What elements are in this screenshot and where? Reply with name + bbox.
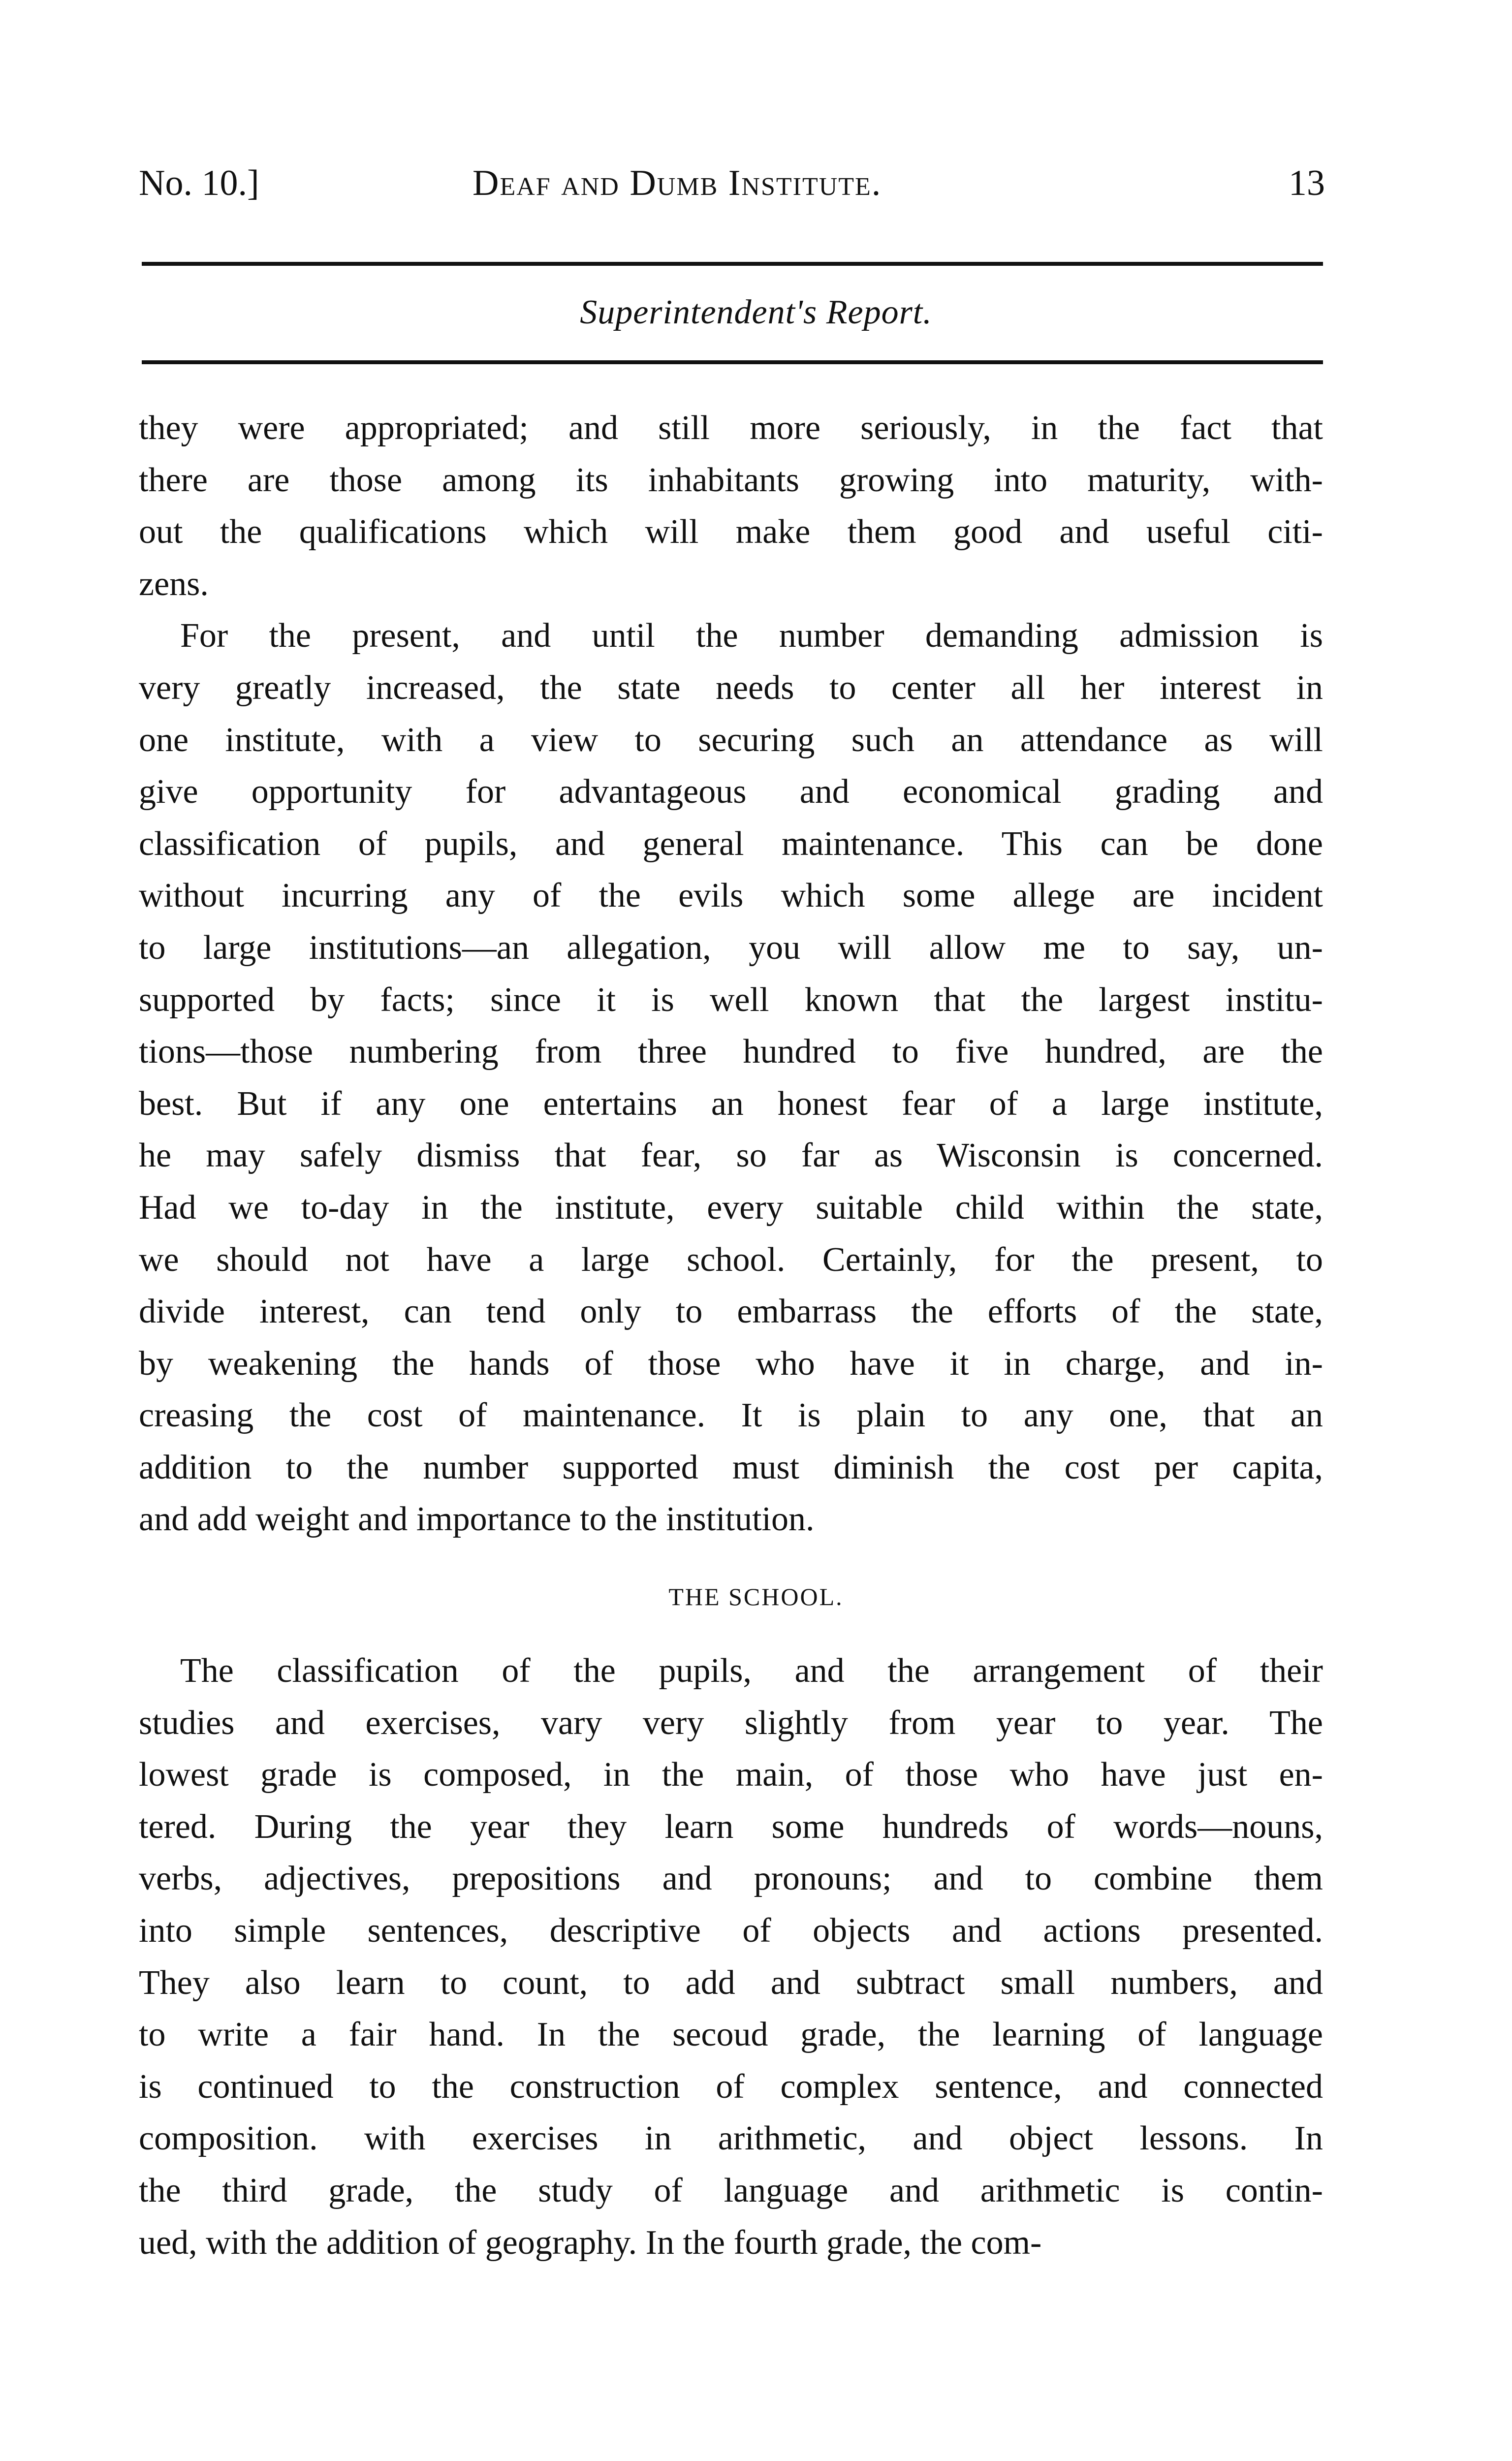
text-line: is continued to the construction of complex sentence, and connected <box>139 2067 1323 2106</box>
text-line: and add weight and importance to the institution. <box>139 1500 815 1539</box>
text-line: to write a fair hand. In the secoud grade, the learning of language <box>139 2016 1323 2054</box>
text-line: creasing the cost of maintenance. It is plain to any one, that an <box>139 1396 1323 1435</box>
text-line: verbs, adjectives, prepositions and pronouns; and to combine them <box>139 1860 1323 1898</box>
section-subtitle: Superintendent's Report. <box>580 293 932 331</box>
text-line: ued, with the addition of geography. In the fourth grade, the com- <box>139 2223 1042 2262</box>
text-line: into simple sentences, descriptive of objects and actions presented. <box>139 1911 1323 1950</box>
text-line: lowest grade is composed, in the main, of those who have just en- <box>139 1756 1323 1794</box>
text-line: composition. with exercises in arithmetic, and object lessons. In <box>139 2119 1323 2158</box>
text-line: The classification of the pupils, and the arrangement of their <box>180 1652 1323 1690</box>
section-heading: THE SCHOOL. <box>668 1583 844 1610</box>
text-line: Had we to-day in the institute, every suitable child within the state, <box>139 1188 1323 1227</box>
text-line: there are those among its inhabitants growing into maturity, with- <box>139 461 1323 499</box>
text-line: one institute, with a view to securing such an attendance as will <box>139 721 1323 759</box>
subtitle-rule <box>142 360 1323 364</box>
text-line: zens. <box>139 565 209 603</box>
text-line: very greatly increased, the state needs to center all her interest in <box>139 668 1323 707</box>
text-line: they were appropriated; and still more seriously, in the fact that <box>139 409 1323 447</box>
text-line: we should not have a large school. Certainly, for the present, to <box>139 1240 1323 1279</box>
text-line: to large institutions—an allegation, you will allow me to say, un- <box>139 928 1323 967</box>
text-line: addition to the number supported must diminish the cost per capita, <box>139 1448 1323 1486</box>
body-text-top <box>139 402 1323 1546</box>
page-number: 13 <box>1289 163 1325 203</box>
text-line: he may safely dismiss that fear, so far as Wisconsin is concerned. <box>139 1136 1323 1175</box>
text-line: tered. During the year they learn some hundreds of words—nouns, <box>139 1807 1323 1846</box>
text-line: classification of pupils, and general maintenance. This can be done <box>139 824 1323 863</box>
text-line: out the qualifications which will make them good and useful citi- <box>139 513 1323 551</box>
header-rule <box>142 262 1323 266</box>
text-line: They also learn to count, to add and subtract small numbers, and <box>139 1963 1323 2002</box>
text-line: For the present, and until the number demanding admission is <box>180 617 1323 655</box>
body-text-school <box>139 1645 1323 2269</box>
text-line: tions—those numbering from three hundred to five hundred, are the <box>139 1033 1323 1071</box>
running-title: Deaf and Dumb Institute. <box>472 163 882 203</box>
series-number: No. 10.] <box>139 163 259 203</box>
text-line: give opportunity for advantageous and economical grading and <box>139 773 1323 811</box>
text-line: supported by facts; since it is well known that the largest institu- <box>139 980 1323 1019</box>
text-line: by weakening the hands of those who have it in charge, and in- <box>139 1344 1323 1383</box>
text-line: without incurring any of the evils which some allege are incident <box>139 877 1323 915</box>
text-line: studies and exercises, vary very slightly from year to year. The <box>139 1704 1323 1742</box>
text-line: the third grade, the study of language and arithmetic is contin- <box>139 2171 1323 2209</box>
text-line: best. But if any one entertains an honest fear of a large institute, <box>139 1084 1323 1123</box>
text-line: divide interest, can tend only to embarrass the efforts of the state, <box>139 1293 1323 1331</box>
